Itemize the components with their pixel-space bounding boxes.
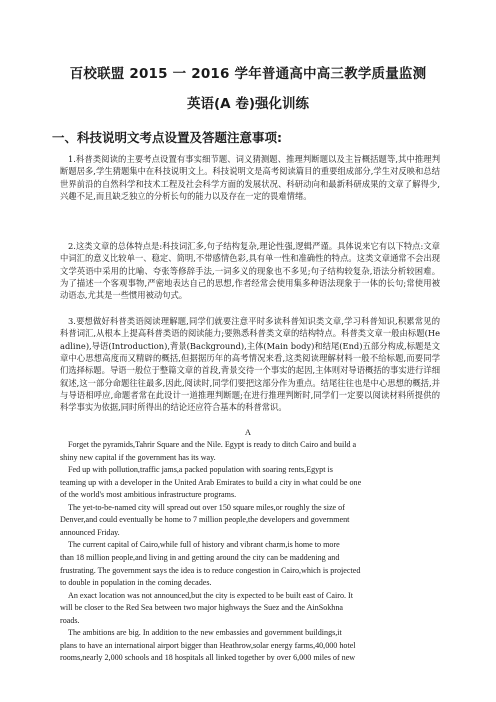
passage-line: announced Friday. bbox=[60, 527, 120, 537]
paragraph-1-text: 1.科普类阅读的主要考点设置有事实细节题、词义猜测题、推理判断题以及主旨概括题等,其中推理判断题居多,学生猜题集中在科技说明文上。科技说明文是高考阅读篇目的重要组成部分,学生对反映和总结世界前沿的自然科学和技术工程及社会科学方面的发展状况、科研动向和最新科研成果的文章了解得少,兴趣不足,而且缺乏独立的分析长句的能力以及存在一定的畏难情绪。 bbox=[60, 154, 440, 202]
passage-line: shiny new capital if the government has its way. bbox=[60, 452, 216, 462]
passage-label: A bbox=[244, 427, 252, 437]
passage-line: An exact location was not announced,but the city is expected to be built east of Cairo. It bbox=[68, 590, 353, 600]
passage-line: The yet-to-be-named city will spread out over 150 square miles,or roughly the size of bbox=[68, 502, 345, 512]
paragraph-2-text: 2.这类文章的总体特点是:科技词汇多,句子结构复杂,理论性强,逻辑严谨。具体说来它有以下特点:文章中词汇的意义比较单一、稳定、简明,不带感情色彩,具有单一性和准确性的特点。这类文章通常不会出现文学英语中采用的比喻、夸张等修辞手法,一词多义的现象也不多见;句子结构较复杂,语法分析较困难。为了描述一个客观事物,严密地表达自己的思想,作者经常会使用集多种语法现象于一体的长句;常使用被动语态,尤其是一些惯用被动句式。 bbox=[60, 241, 440, 301]
passage-line: teaming up with a developer in the United Arab Emirates to build a city in what could be one bbox=[60, 477, 362, 487]
passage-line: of the world's most ambitious infrastructure programs. bbox=[60, 490, 237, 500]
paragraph-1 bbox=[60, 153, 440, 202]
passage-line: plans to have an international airport bigger than Heathrow,solar energy farms,40,000 hotel bbox=[60, 640, 356, 650]
passage-line: than 18 million people,and living in and getting around the city can be maddening and bbox=[60, 552, 340, 562]
passage-line: Forget the pyramids,Tahrir Square and the Nile. Egypt is ready to ditch Cairo and build a bbox=[68, 440, 357, 449]
passage-line: The current capital of Cairo,while full of history and vibrant charm,is home to more bbox=[68, 540, 340, 550]
passage-line: will be closer to the Red Sea between two major highways the Suez and the AinSokhna bbox=[60, 603, 343, 613]
document-title: 百校联盟 2015 一 2016 学年普通高中高三教学质量监测 bbox=[69, 66, 427, 82]
paragraph-3-text: 3.要想做好科普类语阅读理解题,同学们就要注意平时多读科普知识类文章,学习科普知识,积累常见的科普词汇,从根本上提高科普类语的阅读能力;要熟悉科普类文章的结构特点。科普类文章一般由标题(Headline),导语(Introduction),背景(Background),主体(Main body)和结尾(End)五部分构成,标题是文章中心思想高度而又精辟的概括,但据据历年的高考情况来看,这类阅读理解材料一般不给标题,而要同学们选择标题。导语一般位于整篇文章的首段,背景交待一个事实的起因,主体则对导语概括的事实进行详细叙述,这一部分命题往往最多,因此,阅读时,同学们要把这部分作为重点。结尾往往也是中心思想的概括,并与导语相呼应,命题者常在此设计一道推理判断题;在进行推理判断时,同学们一定要以阅读材料所提供的科学事实为依据,同时所得出的结论还应符合基本的科普常识。 bbox=[60, 316, 440, 413]
section-heading: 一、科技说明文考点设置及答题注意事项: bbox=[52, 130, 282, 145]
paragraph-2 bbox=[60, 240, 440, 302]
passage-line: roads. bbox=[60, 615, 80, 625]
passage-line: frustrating. The government says the idea is to reduce congestion in Cairo,which is projected bbox=[60, 565, 361, 575]
passage-line: Fed up with pollution,traffic jams,a packed population with soaring rents,Egypt is bbox=[68, 465, 333, 475]
passage-line: Denver,and could eventually be home to 7 million people,the developers and government bbox=[60, 515, 350, 525]
paragraph-3 bbox=[60, 315, 440, 414]
document-subtitle: 英语(A 卷)强化训练 bbox=[187, 96, 309, 112]
passage-line: to double in population in the coming decades. bbox=[60, 578, 212, 588]
passage-line: The ambitions are big. In addition to the new embassies and government buildings,it bbox=[68, 628, 342, 638]
passage-line: rooms,nearly 2,000 schools and 18 hospitals all linked together by over 6,000 miles of new bbox=[60, 653, 356, 663]
